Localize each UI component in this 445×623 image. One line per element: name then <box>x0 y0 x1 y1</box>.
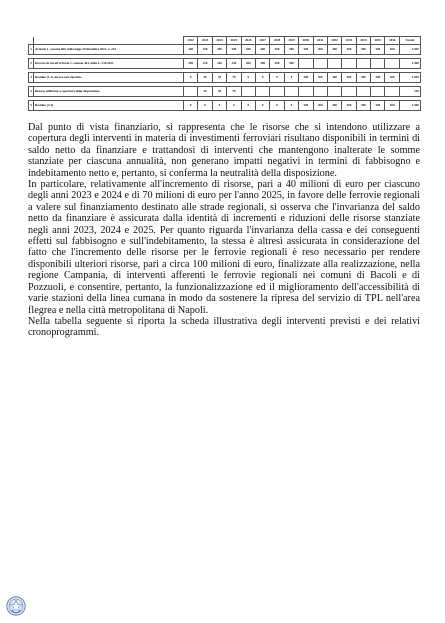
year-header: 2033 <box>342 37 356 45</box>
year-value: 300 <box>327 45 341 55</box>
year-value: 300 <box>371 45 385 55</box>
row-number: 5 <box>29 101 34 111</box>
year-value: 300 <box>385 73 399 83</box>
paragraph: Dal punto di vista finanziario, si rappresenta che le risorse che si intendono utilizzare a copertura degli interventi in materia di investimenti ferroviari risultano disponibili in termini di saldo netto da finanziare e trattandosi di interventi che mantengono inalterate le somme stanziate per ciascuna annualità, non generano impatti negativi in termini di fabbisogno e indebitamento netto e, pertanto, si conferma la neutralità della disposizione. <box>28 122 420 179</box>
year-value: 300 <box>342 45 356 55</box>
year-header: 2034 <box>356 37 370 45</box>
year-value: 300 <box>284 59 298 69</box>
year-value: 0 <box>241 101 255 111</box>
year-header: 2031 <box>313 37 327 45</box>
total-header: Totale <box>399 37 420 45</box>
year-header: 2036 <box>385 37 399 45</box>
year-value: 300 <box>313 73 327 83</box>
year-value: 0 <box>270 101 284 111</box>
year-value <box>313 59 327 69</box>
year-value: 130 <box>227 59 241 69</box>
year-value: 210 <box>198 59 212 69</box>
year-header: 2028 <box>270 37 284 45</box>
year-value: 40 <box>198 73 212 83</box>
year-value: 40 <box>212 73 226 83</box>
year-value: 0 <box>270 73 284 83</box>
year-header: 2022 <box>184 37 198 45</box>
table-body <box>29 45 421 111</box>
row-description: Decreto di cui all'articolo 1, comma 404, della L. 234/2021 <box>34 59 184 69</box>
year-header: 2030 <box>299 37 313 45</box>
year-value: 0 <box>284 101 298 111</box>
year-value: 200 <box>227 45 241 55</box>
row-number: 2 <box>29 59 34 69</box>
year-value <box>270 87 284 97</box>
year-value: 300 <box>313 101 327 111</box>
row-description: Residuo (1-2) ancora non ripartito <box>34 73 184 83</box>
year-value <box>284 87 298 97</box>
year-value: 300 <box>299 101 313 111</box>
year-value <box>385 59 399 69</box>
year-header: 2029 <box>284 37 298 45</box>
year-value <box>241 87 255 97</box>
body-text <box>28 122 420 339</box>
year-value: 300 <box>241 45 255 55</box>
year-value: 70 <box>227 73 241 83</box>
table-row <box>29 87 421 97</box>
header-blank-cell <box>34 37 184 45</box>
year-value: 300 <box>327 101 341 111</box>
row-total: 1.650 <box>399 73 420 83</box>
paragraph: Nella tabella seguente si riporta la scheda illustrativa degli interventi previsti e dei relativi cronoprogrammi. <box>28 315 420 339</box>
year-header: 2024 <box>212 37 226 45</box>
year-value <box>385 87 399 97</box>
year-value: 0 <box>184 73 198 83</box>
row-description: Articolo l , comma 660, della legge 30 dicembre 2021, n. 234 <box>34 45 184 55</box>
year-header: 2032 <box>327 37 341 45</box>
row-description: Risorse utilizzate a copertura della disposizione <box>34 87 184 97</box>
year-value <box>356 59 370 69</box>
year-value: 0 <box>255 101 269 111</box>
row-number: 4 <box>29 87 34 97</box>
financial-table <box>28 36 421 111</box>
year-value: 0 <box>198 101 212 111</box>
year-value: 300 <box>356 45 370 55</box>
year-value: 0 <box>184 101 198 111</box>
year-value: 200 <box>184 59 198 69</box>
year-value: 300 <box>327 73 341 83</box>
row-number: 1 <box>29 45 34 55</box>
year-value: 300 <box>241 59 255 69</box>
year-value: 0 <box>241 73 255 83</box>
italian-republic-emblem-icon <box>6 596 26 616</box>
year-value: 300 <box>284 45 298 55</box>
year-value: 0 <box>284 73 298 83</box>
table-header-row <box>29 37 421 45</box>
year-header: 2027 <box>255 37 269 45</box>
table-row <box>29 73 421 83</box>
year-value <box>327 59 341 69</box>
year-value: 200 <box>184 45 198 55</box>
year-value <box>371 59 385 69</box>
year-value <box>342 59 356 69</box>
year-value <box>356 87 370 97</box>
year-value <box>299 87 313 97</box>
year-value: 300 <box>371 73 385 83</box>
year-value <box>299 59 313 69</box>
year-value: 160 <box>212 59 226 69</box>
year-value: 300 <box>255 45 269 55</box>
year-value: 300 <box>270 59 284 69</box>
year-value: 0 <box>255 73 269 83</box>
year-value: 300 <box>299 73 313 83</box>
year-value <box>342 87 356 97</box>
year-value: 300 <box>342 73 356 83</box>
paragraph: In particolare, relativamente all'incremento di risorse, pari a 40 milioni di euro per ciascuno degli anni 2023 e 2024 e di 70 milioni di euro per l'anno 2025, in favore delle ferrovie regionali a valere sul finanziamento destinato alle strade regionali, si osserva che l'invarianza del saldo netto da finanziare è assicurata dalla identità di incrementi e riduzioni delle risorse stanziate negli anni 2023, 2024 e 2025. Per quanto riguarda l'invarianza della cassa e dei conseguenti effetti sul fabbisogno e sull'indebitamento, la stessa è altresì assicurata in considerazione del fatto che l'incremento delle risorse per le ferrovie regionali è reso necessario per rendere disponibili ulteriori risorse, pari a circa 100 milioni di euro, finalizzate alla realizzazione, nella regione Campania, di interventi afferenti le ferrovie regionali nei comuni di Bacoli e di Pozzuoli, e consentire, pertanto, la funzionalizzazione ed il miglioramento dell'accessibilità di varie stazioni della linea cumana in modo da sostenere la ripresa del servizio di TPL nell'area flegrea e nella città metropolitana di Napoli. <box>28 179 420 316</box>
year-value: 300 <box>356 73 370 83</box>
year-value: 300 <box>313 45 327 55</box>
year-value <box>255 87 269 97</box>
year-header: 2025 <box>227 37 241 45</box>
table-row <box>29 59 421 69</box>
year-value <box>371 87 385 97</box>
year-value: 40 <box>212 87 226 97</box>
year-value: 300 <box>299 45 313 55</box>
year-header: 2035 <box>371 37 385 45</box>
row-number: 3 <box>29 73 34 83</box>
year-value: 300 <box>385 101 399 111</box>
year-header: 2023 <box>198 37 212 45</box>
table-row <box>29 101 421 111</box>
year-value <box>313 87 327 97</box>
year-value: 300 <box>270 45 284 55</box>
year-header: 2026 <box>241 37 255 45</box>
row-total: 1.900 <box>399 59 420 69</box>
year-value: 300 <box>255 59 269 69</box>
row-total: 1.500 <box>399 101 420 111</box>
year-value: 250 <box>198 45 212 55</box>
year-value: 300 <box>356 101 370 111</box>
year-value: 0 <box>227 101 241 111</box>
year-value: 40 <box>198 87 212 97</box>
table-row <box>29 45 421 55</box>
year-value: 300 <box>371 101 385 111</box>
year-value <box>327 87 341 97</box>
year-value: 300 <box>342 101 356 111</box>
year-value: 200 <box>212 45 226 55</box>
year-value <box>184 87 198 97</box>
row-total: 150 <box>399 87 420 97</box>
year-value: 70 <box>227 87 241 97</box>
year-value: 300 <box>385 45 399 55</box>
year-value: 0 <box>212 101 226 111</box>
row-description: Residuo (3-4) <box>34 101 184 111</box>
row-total: 3.550 <box>399 45 420 55</box>
